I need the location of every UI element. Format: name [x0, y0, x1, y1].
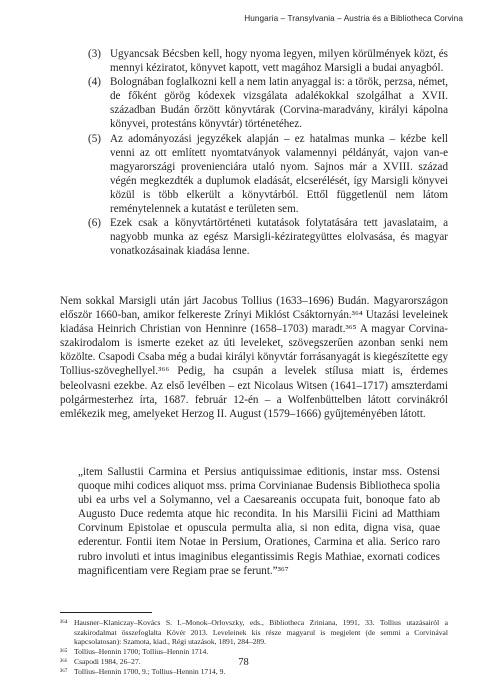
footnote	[60, 618, 448, 647]
footnote	[60, 647, 448, 657]
page-number: 78	[238, 657, 249, 668]
footnote-text: Tollius–Hennin 1700, 9.; Tollius–Hennin 1714, 9.	[74, 666, 226, 676]
list-item	[88, 75, 448, 131]
footnote-text: Tollius–Hennin 1700; Tollius–Hennin 1714.	[74, 647, 209, 657]
list-item	[88, 216, 448, 258]
list-item-number: (4)	[88, 76, 101, 89]
block-quote: „item Sallustii Carmina et Persius antiquissimae editionis, instar mss. Ostensi quoque mihi codices aliquot mss. prima Corvinianae Budensis Bibliotheca spolia ubi ea urbs vel a Solymanno, vel a Caesareanis occupata fuit, bonoque fato ab Augusto Duce redemta atque hic recondita. In his Marsilii Ficini ad Matthiam Corvinum Epistolae et opuscula permulta alia, si non edita, digna visa, quae ederentur. Fontii item Notae in Persium, Orationes, Carmina et alia. Serico raro rubro involuti et intus imaginibus elegantissimis Regis Mathiae, exornati codices magnificentiam vere Regiam prae se ferunt.”³⁶⁷	[78, 466, 440, 577]
list-item-text: Ugyancsak Bécsben kell, hogy nyoma legyen, milyen körülmények közt, és mennyi kéziratot, könyvet kapott, vett magához Marsigli a budai anyagból.	[110, 48, 448, 75]
list-item-text: Ezek csak a könyvtártörténeti kutatások folytatására tett javaslataim, a nagyobb munka az egész Marsigli-kézirategyüttes elolvasása, és magyar vonatkozásainak kiadása lenne.	[110, 217, 448, 258]
list-item	[88, 47, 448, 75]
list-item	[88, 132, 448, 217]
list-item-text: Az adományozási jegyzékek alapján – ez hatalmas munka – kézbe kell venni az ott említett nyomtatványok valamennyi példányát, vajon van-e magyarországi provenienciára utaló nyom. Sajnos már a XVIII. század végén megkezdték a duplumok eladását, elcserélését, így Marsigli könyvei közül is több elkerült a könyvtárból. Ettől függetlenül nem látom reménytelennek a kutatást e területen sem.	[110, 132, 448, 216]
footnote-text: Csapodi 1984, 26–27.	[74, 656, 141, 666]
running-head: Hungaria – Transylvania – Austria és a Bibliotheca Corvina	[244, 14, 463, 23]
body-paragraph: Nem sokkal Marsigli után járt Jacobus Tollius (1633–1696) Budán. Magyarországon először 1660-ban, amikor felkereste Zrínyi Miklóst Csáktornyán.³⁶⁴ Utazási leveleinek kiadása Heinrich Christian von Henninre (1658–1703) maradt.³⁶⁵ A magyar Corvina-szakirodalom is ismerte ezeket az úti leveleket, szövegszerűen azonban senki nem közölte. Csapodi Csaba még a budai királyi könyvtár forrásanyagát is kiegészítette egy Tollius-szöveghellyel.³⁶⁶ Pedig, ha csupán a levelek stílusa miatt is, érdemes beleolvasni ezekbe. Az első levélben – ezt Nicolaus Witsen (1641–1717) amszterdami polgármesterhez írta, 1687. február 12-én – a Wolfenbüttelben látott corvinákról emlékezik meg, amelyeket Herzog II. August (1579–1666) gyűjteményében látott.	[60, 295, 448, 420]
list-item-number: (3)	[88, 48, 101, 60]
footnote-number: ³⁶⁶	[60, 656, 68, 666]
footnote-text: Hausner–Klaniczay–Kovács S. I.–Monok–Orlovszky, eds., Bibliotheca Zriniana, 1991, 33. Tollius utazásairól a szakirodalmat összefoglalta Kövér 2013. Leveleinek kis része magyarul is megjelent (de semmi a Corvinával kapcsolatosan): Szamota, kiad., Régi utazások, 1891, 284–289.	[74, 618, 448, 647]
list-item-number: (6)	[88, 217, 101, 230]
footnote-number: ³⁶⁷	[60, 666, 68, 676]
footnote-number: ³⁶⁴	[60, 618, 68, 627]
footnote-divider	[60, 612, 152, 613]
numbered-list	[88, 47, 448, 258]
footnote-number: ³⁶⁵	[60, 647, 68, 657]
list-item-number: (5)	[88, 132, 101, 145]
list-item-text: Bolognában foglalkozni kell a nem latin anyaggal is: a török, perzsa, német, de főként görög kódexek vizsgálata adalékokkal szolgálhat a XVII. században Budán őrzött könyvtárak (Corvina-maradvány, királyi kápolna könyvei, protestáns könyvtár) történetéhez.	[110, 76, 448, 131]
